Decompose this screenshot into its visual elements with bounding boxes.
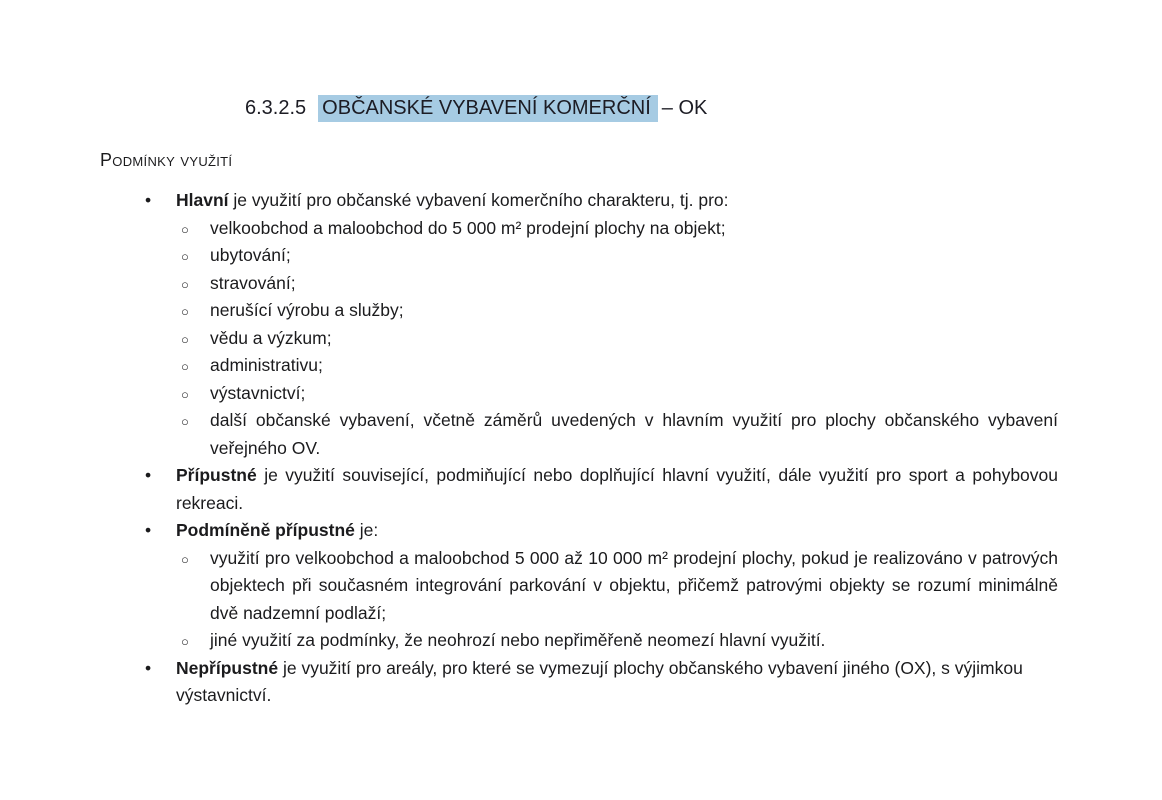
sub-list-item-text: velkoobchod a maloobchod do 5 000 m² prodejní plochy na objekt; [210, 217, 726, 238]
list-item-permissible-use [100, 462, 1058, 517]
sub-list-item-text: vědu a výzkum; [210, 327, 332, 348]
sub-list-item-text: využití pro velkoobchod a maloobchod 5 000 až 10 000 m² prodejní plochy, pokud je realizováno v patrových objektech při současném integrování parkování v objektu, přičemž patrovými objekty se rozumí minimálně dvě nadzemní podlaží; [210, 547, 1058, 623]
conditions-list [100, 187, 1058, 710]
sub-list-item-text: ubytování; [210, 245, 291, 265]
circle-bullet-icon: ○ [181, 386, 189, 402]
sub-list-item [100, 407, 1058, 462]
list-item-lead: Nepřípustné [176, 657, 279, 678]
sub-list-item [100, 545, 1058, 628]
sub-list-item-text: stravování; [210, 272, 296, 293]
bullet-icon: • [145, 465, 152, 485]
list-item-main-use [100, 187, 1058, 215]
sub-list-item-text: nerušící výrobu a služby; [210, 300, 404, 320]
sub-list-item [100, 352, 1058, 380]
sub-list-item-text: jiné využití za podmínky, že neohrozí nebo nepřiměřeně neomezí hlavní využití. [210, 630, 826, 650]
list-item-impermissible-use [100, 655, 1058, 710]
list-item-conditionally-permissible-use [100, 517, 1058, 545]
list-item-text [176, 655, 1058, 710]
sub-list-item [100, 627, 1058, 655]
document-page [100, 94, 1058, 710]
list-item-body: je využití pro občanské vybavení komerčního charakteru, tj. pro: [228, 190, 729, 210]
heading-suffix: – OK [661, 97, 708, 119]
sub-list-item [100, 297, 1058, 325]
list-item-body: je: [354, 520, 379, 540]
circle-bullet-icon: ○ [181, 249, 189, 264]
list-item-lead: Podmíněně přípustné [176, 520, 355, 540]
list-item-text [176, 517, 1058, 545]
circle-bullet-icon: ○ [181, 359, 189, 374]
sub-list-item [100, 325, 1058, 353]
list-item-body: je využití související, podmiňující nebo doplňující hlavní využití, dále využití pro sport a pohybovou rekreaci. [176, 465, 1058, 513]
sub-list-item [100, 270, 1058, 298]
list-item-text [176, 187, 1058, 215]
circle-bullet-icon: ○ [181, 634, 189, 649]
conditions-of-use-label: Podmínky využití [100, 150, 233, 170]
sub-list-item-text: výstavnictví; [210, 382, 306, 403]
list-item-body: je využití pro areály, pro které se vymezují plochy občanského vybavení jiného (OX), s výjimkou výstavnictví. [176, 657, 1023, 705]
bullet-icon: • [145, 520, 152, 540]
heading-highlighted-text: OBČANSKÉ VYBAVENÍ KOMERČNÍ [318, 95, 658, 122]
list-item-lead: Přípustné [176, 465, 257, 485]
circle-bullet-icon: ○ [181, 221, 189, 237]
list-item-text [176, 462, 1058, 517]
circle-bullet-icon: ○ [181, 551, 189, 567]
sub-list-item [100, 242, 1058, 270]
bullet-icon: • [145, 190, 152, 210]
bullet-icon: • [145, 657, 152, 678]
circle-bullet-icon: ○ [181, 304, 189, 319]
circle-bullet-icon: ○ [181, 414, 189, 429]
heading-number: 6.3.2.5 [245, 97, 307, 119]
list-item-lead: Hlavní [176, 190, 229, 210]
section-heading [100, 94, 1058, 122]
sub-list-item [100, 215, 1058, 243]
circle-bullet-icon: ○ [181, 276, 189, 292]
circle-bullet-icon: ○ [181, 331, 189, 347]
sub-list-item [100, 380, 1058, 408]
sub-list-item-text: další občanské vybavení, včetně záměrů uvedených v hlavním využití pro plochy občanského vybavení veřejného OV. [210, 410, 1058, 458]
sub-list-item-text: administrativu; [210, 355, 323, 375]
